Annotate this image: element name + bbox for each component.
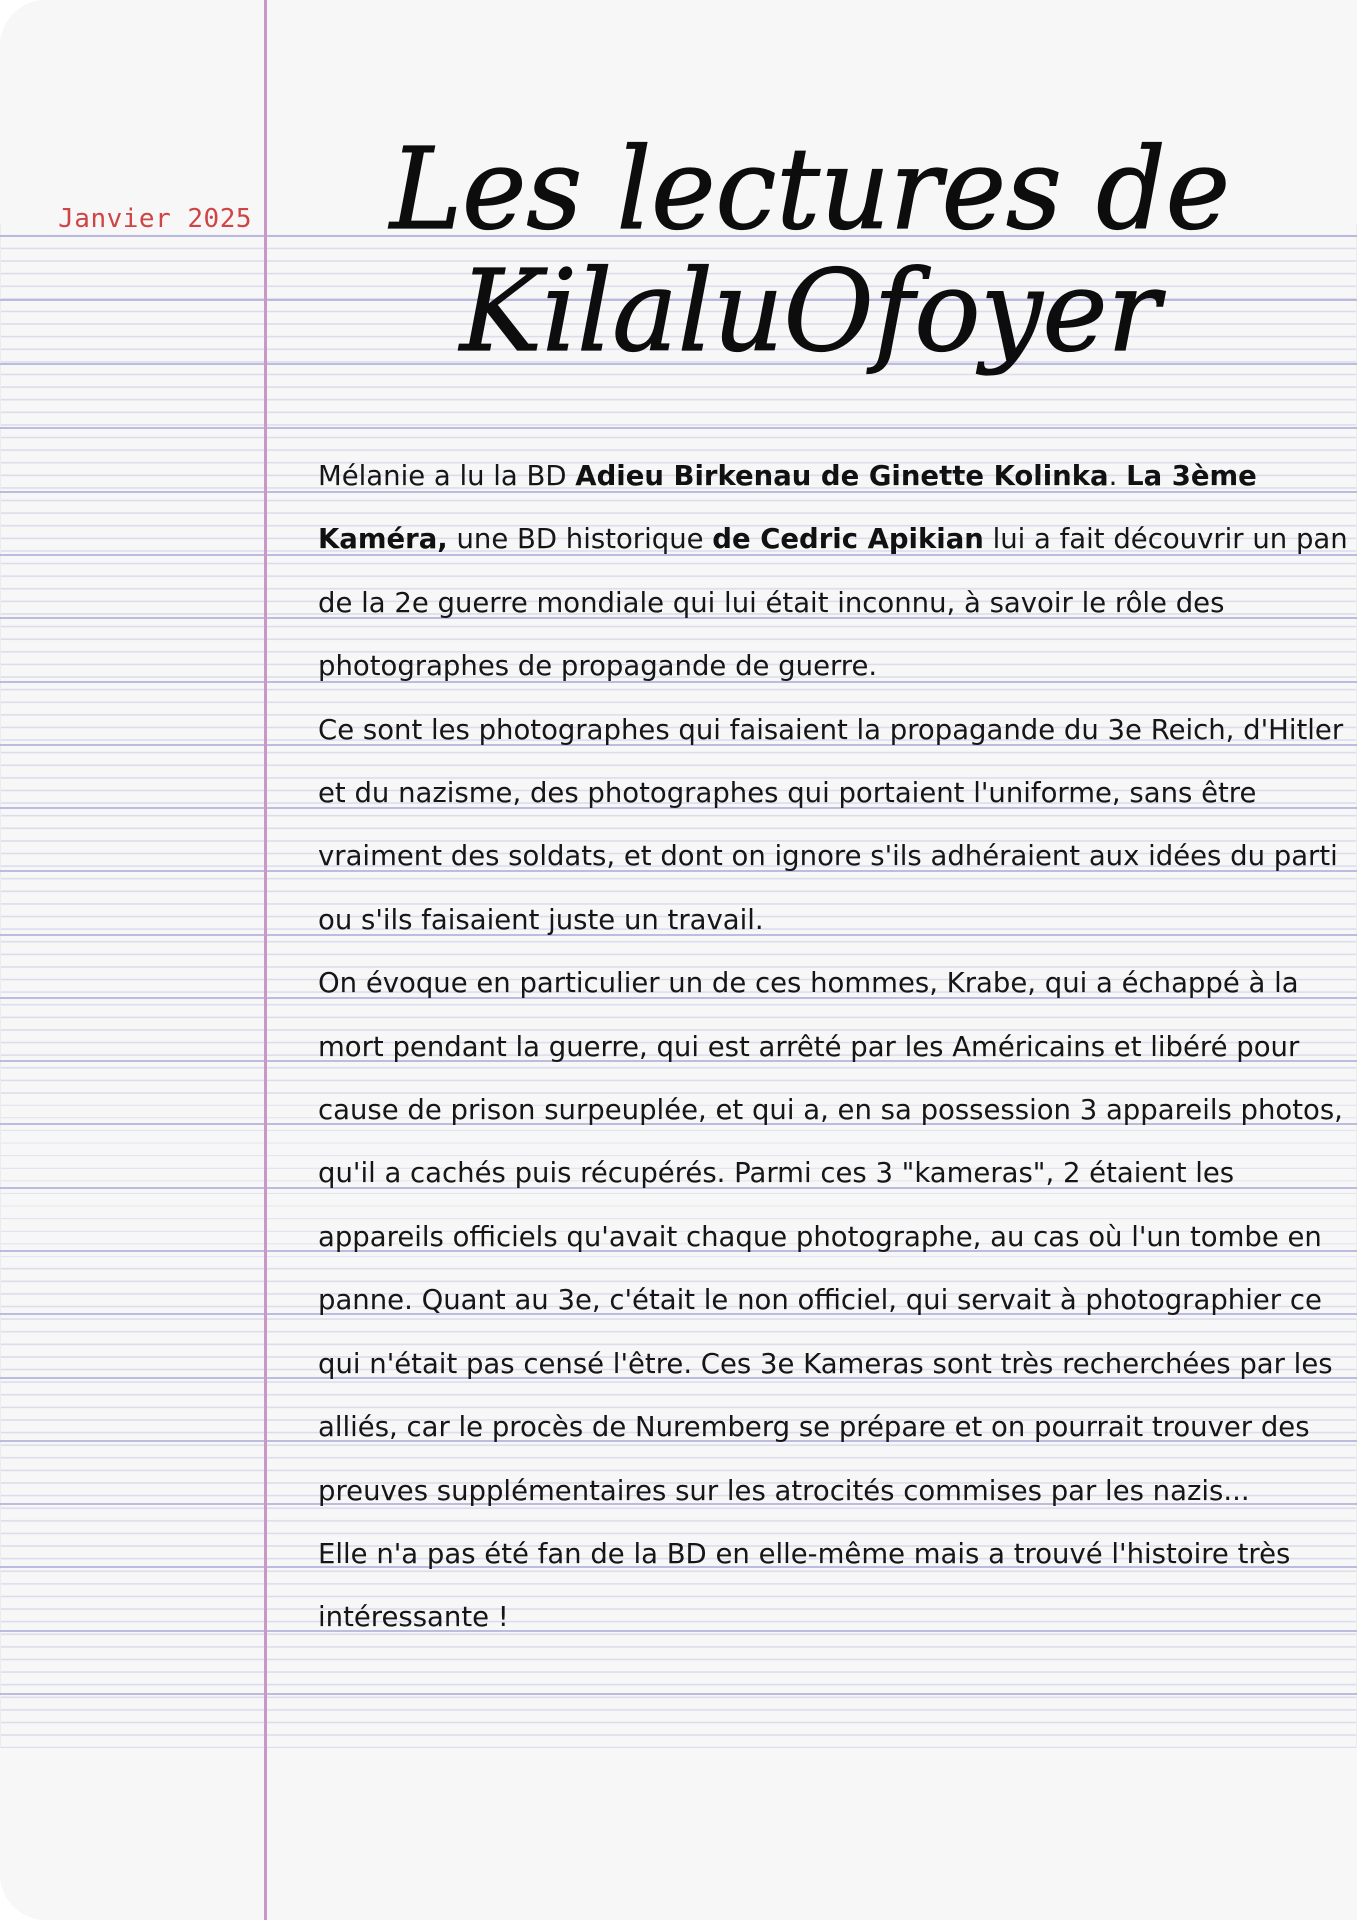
title-line-2: KilaluOfoyer: [458, 247, 1167, 377]
review-text: [318, 445, 1348, 1650]
bold-title: Adieu Birkenau de Ginette Kolinka: [575, 460, 1109, 492]
title-line-1: Les lectures de: [388, 125, 1230, 255]
margin-line: [264, 0, 267, 1920]
paragraph: Elle n'a pas été fan de la BD en elle-même mais a trouvé l'histoire très intéressante !: [318, 1537, 1291, 1634]
paragraph: Ce sont les photographes qui faisaient la propagande du 3e Reich, d'Hitler et du nazisme, des photographes qui portaient l'uniforme, sans être vraiment des soldats, et dont on ignore s'ils adhéraient aux idées du parti ou s'ils faisaient juste un travail.: [318, 713, 1344, 936]
paragraph: Mélanie a lu la BD Adieu Birkenau de Ginette Kolinka. La 3ème Kaméra, une BD historique de Cedric Apikian lui a fait découvrir un pan de la 2e guerre mondiale qui lui était inconnu, à savoir le rôle des photographes de propagande de guerre.: [318, 460, 1348, 683]
paragraph: On évoque en particulier un de ces hommes, Krabe, qui a échappé à la mort pendant la guerre, qui est arrêté par les Américains et libéré pour cause de prison surpeuplée, et qui a, en sa possession 3 appareils photos, qu'il a cachés puis récupérés. Parmi ces 3 "kameras", 2 étaient les appareils officiels qu'avait chaque photographe, au cas où l'un tombe en panne. Quant au 3e, c'était le non officiel, qui servait à photographier ce qui n'était pas censé l'être. Ces 3e Kameras sont très recherchées par les alliés, car le procès de Nuremberg se prépare et on pourrait trouver des preuves supplémentaires sur les atrocités commises par les nazis...: [318, 967, 1343, 1507]
bold-author: de Cedric Apikian: [712, 523, 984, 556]
bold-title: La 3ème Kaméra,: [318, 460, 1257, 556]
date-label: Janvier 2025: [58, 204, 252, 234]
page-title: [300, 118, 1320, 438]
